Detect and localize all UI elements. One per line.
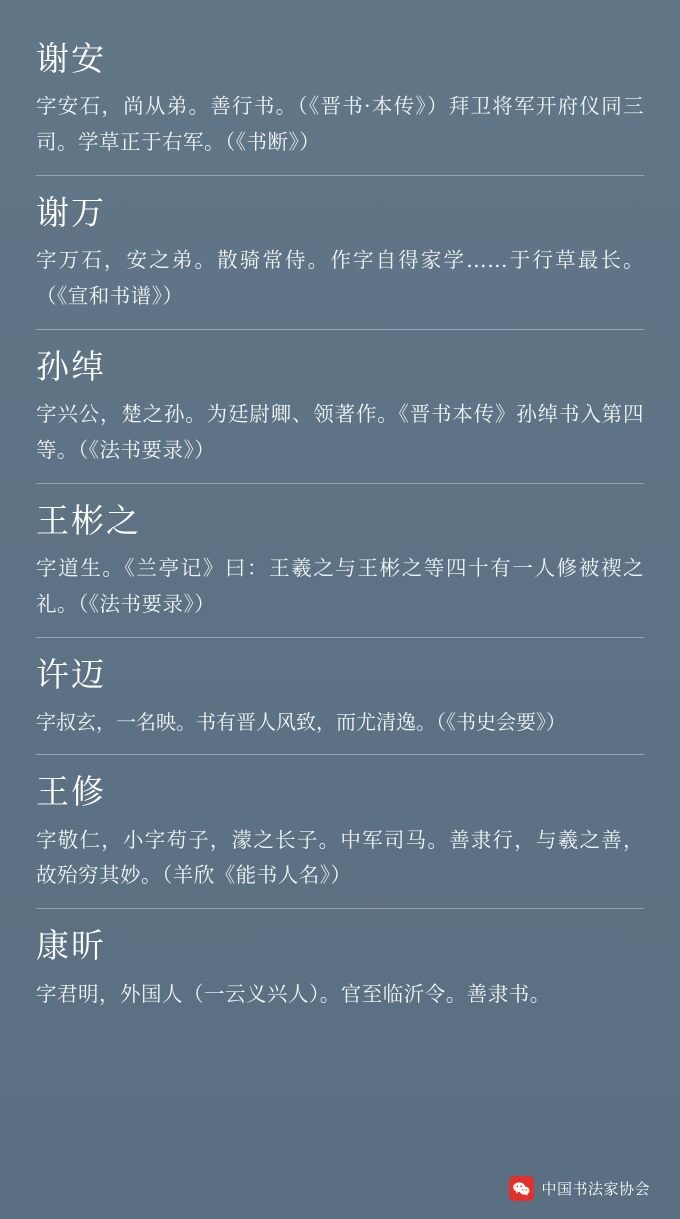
entry-body: 字敬仁，小字苟子，濛之长子。中军司马。善隶行，与羲之善，故殆穷其妙。（羊欣《能书人名》） [36,827,644,888]
entry-body: 字道生。《兰亭记》曰：王羲之与王彬之等四十有一人修被禊之礼。（《法书要录》） [36,556,644,617]
entry-title: 孙绰 [36,347,106,386]
entry-title: 谢安 [36,39,106,78]
wechat-icon [509,1176,534,1201]
entry-title: 康昕 [36,926,106,966]
entry-body: 字君明，外国人（一云义兴人）。官至临沂令。善隶书。 [36,981,551,1006]
entry-title: 谢万 [36,193,106,232]
entry-item [36,483,644,637]
entry-title: 许迈 [36,655,106,694]
entry-item [36,754,644,908]
footer-account[interactable] [509,1176,650,1201]
entry-item [36,908,644,1026]
entry-body: 字安石，尚从弟。善行书。（《晋书·本传》）拜卫将军开府仪同三司。学草正于右军。（《书断》） [36,94,644,155]
entry-title: 王修 [36,772,106,812]
entry-body: 字叔玄，一名映。书有晋人风致，而尤清逸。（《书史会要》） [36,710,566,735]
entry-item [36,637,644,754]
entry-title: 王彬之 [36,501,141,540]
entry-body: 字万石，安之弟。散骑常侍。作字自得家学……于行草最长。（《宣和书谱》） [36,248,644,309]
entry-item [36,329,644,483]
entry-body: 字兴公，楚之孙。为廷尉卿、领著作。《晋书本传》孙绰书入第四等。（《法书要录》） [36,402,644,463]
entry-item [36,38,644,175]
footer-account-name: 中国书法家协会 [541,1180,650,1198]
entry-item [36,175,644,329]
